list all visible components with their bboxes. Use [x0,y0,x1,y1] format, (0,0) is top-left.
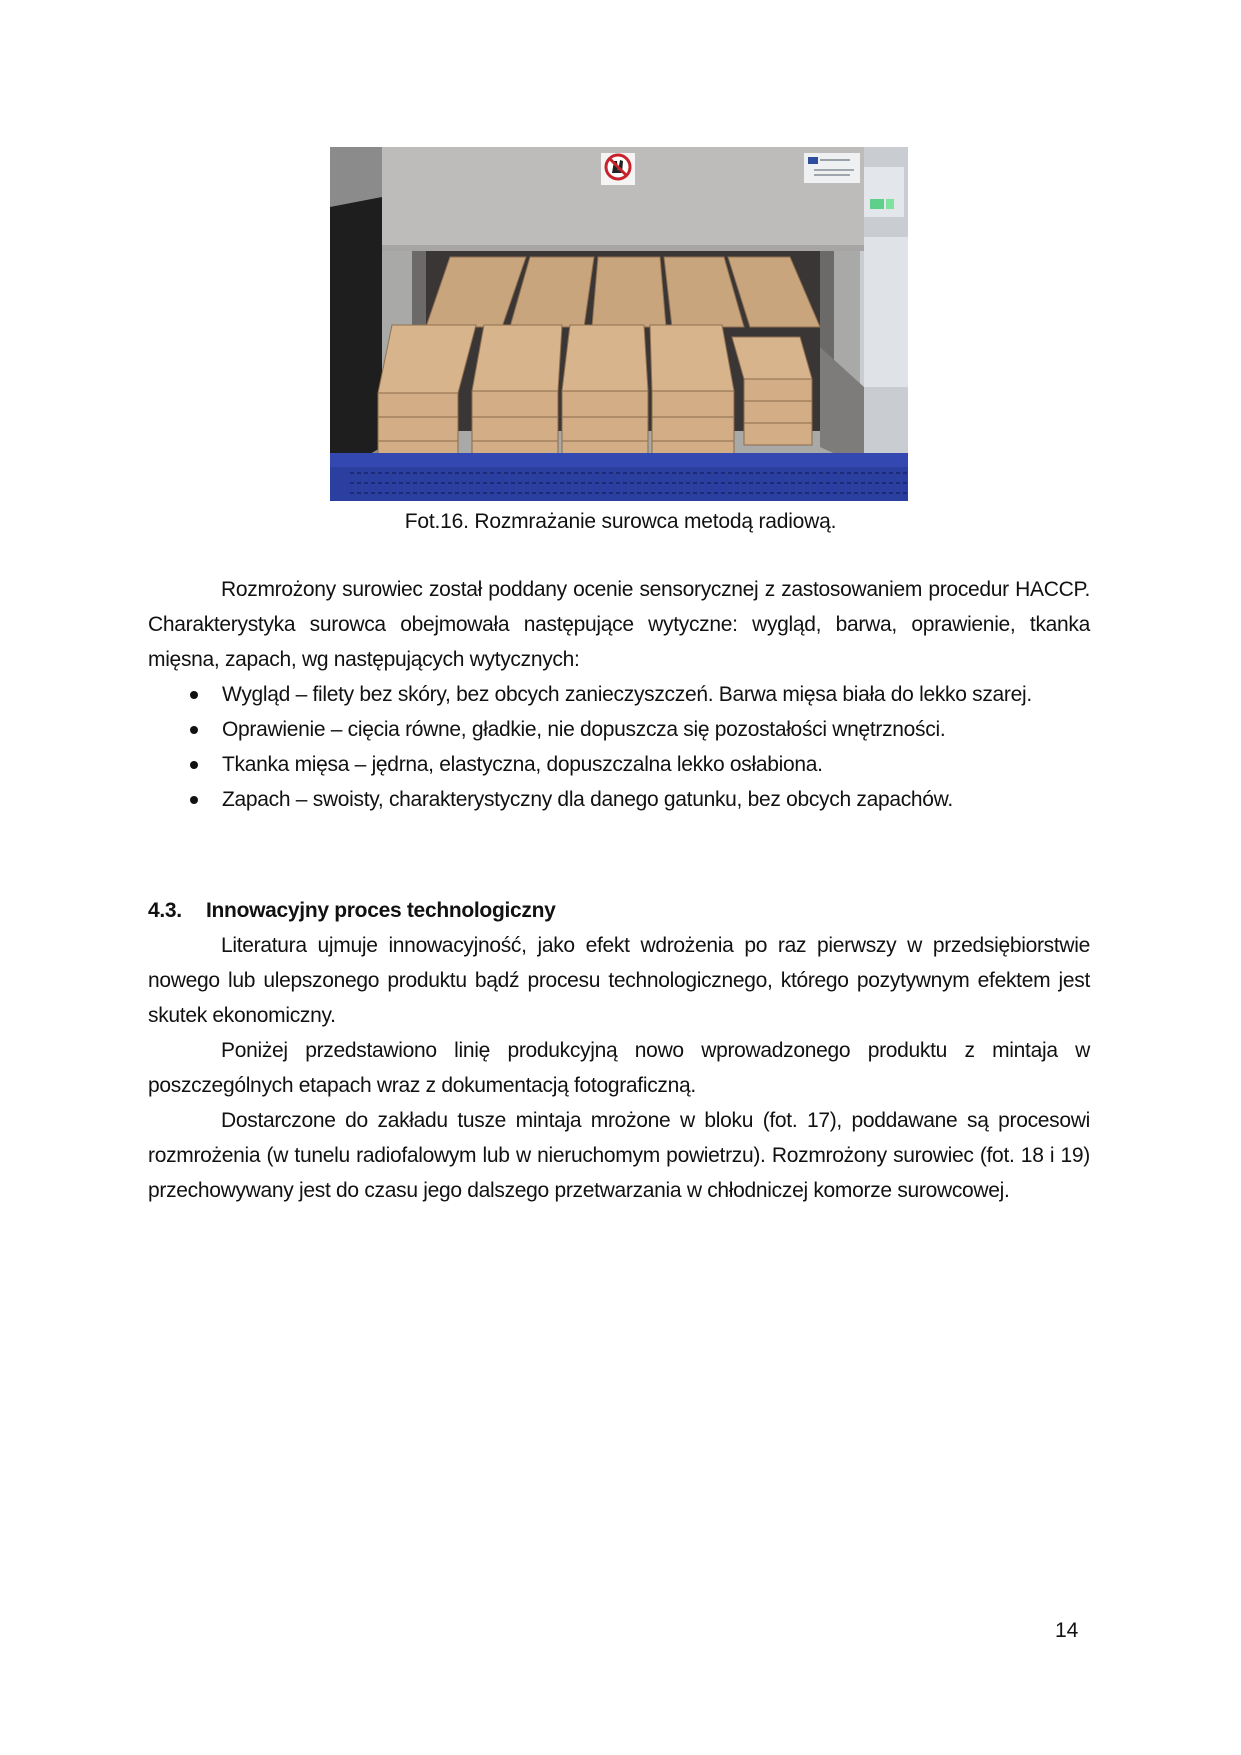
sensory-evaluation-section [148,572,1090,817]
bullet-icon [190,691,198,699]
list-item-text: Wygląd – filety bez skóry, bez obcych zanieczyszczeń. Barwa mięsa biała do lekko szarej. [222,683,1032,706]
list-item-text: Oprawienie – cięcia równe, gładkie, nie dopuszcza się pozostałości wnętrzności. [222,718,946,741]
page-number: 14 [1055,1619,1079,1642]
section-heading [148,893,1090,928]
list-item-text: Tkanka mięsa – jędrna, elastyczna, dopuszczalna lekko osłabiona. [222,753,823,776]
paragraph: Poniżej przedstawiono linię produkcyjną nowo wprowadzonego produktu z mintaja w poszczególnych etapach wraz z dokumentacją fotograficzną. [148,1039,1090,1097]
section-4-3 [148,893,1090,1208]
figure-photo [330,147,908,501]
section-title: Innowacyjny proces technologiczny [206,899,556,922]
list-item [148,677,1090,712]
list-item-text: Zapach – swoisty, charakterystyczny dla danego gatunku, bez obcych zapachów. [222,788,953,811]
paragraph: Literatura ujmuje innowacyjność, jako efekt wdrożenia po raz pierwszy w przedsiębiorstwie nowego lub ulepszonego produktu bądź procesu technologicznego, którego pozytywnym efektem jest skutek ekonomiczny. [148,934,1090,1027]
paragraph: Rozmrożony surowiec został poddany ocenie sensorycznej z zastosowaniem procedur HACCP. Charakterystyka surowca obejmowała następujące wytyczne: wygląd, barwa, oprawienie, tkanka mięsna, zapach, wg następujących wytycznych: [148,578,1090,671]
list-item [148,747,1090,782]
bullet-icon [190,726,198,734]
bullet-icon [190,796,198,804]
paragraph: Dostarczone do zakładu tusze mintaja mrożone w bloku (fot. 17), poddawane są procesowi rozmrożenia (w tunelu radiofalowym lub w nieruchomym powietrzu). Rozmrożony surowiec (fot. 18 i 19) przechowywany jest do czasu jego dalszego przetwarzania w chłodniczej komorze surowcowej. [148,1109,1090,1202]
list-item [148,712,1090,747]
list-item [148,782,1090,817]
section-number: 4.3. [148,899,182,922]
criteria-list [148,677,1090,817]
bullet-icon [190,761,198,769]
radio-thawing-tunnel-image [330,147,908,501]
figure-caption: Fot.16. Rozmrażanie surowca metodą radiową. [404,510,837,533]
